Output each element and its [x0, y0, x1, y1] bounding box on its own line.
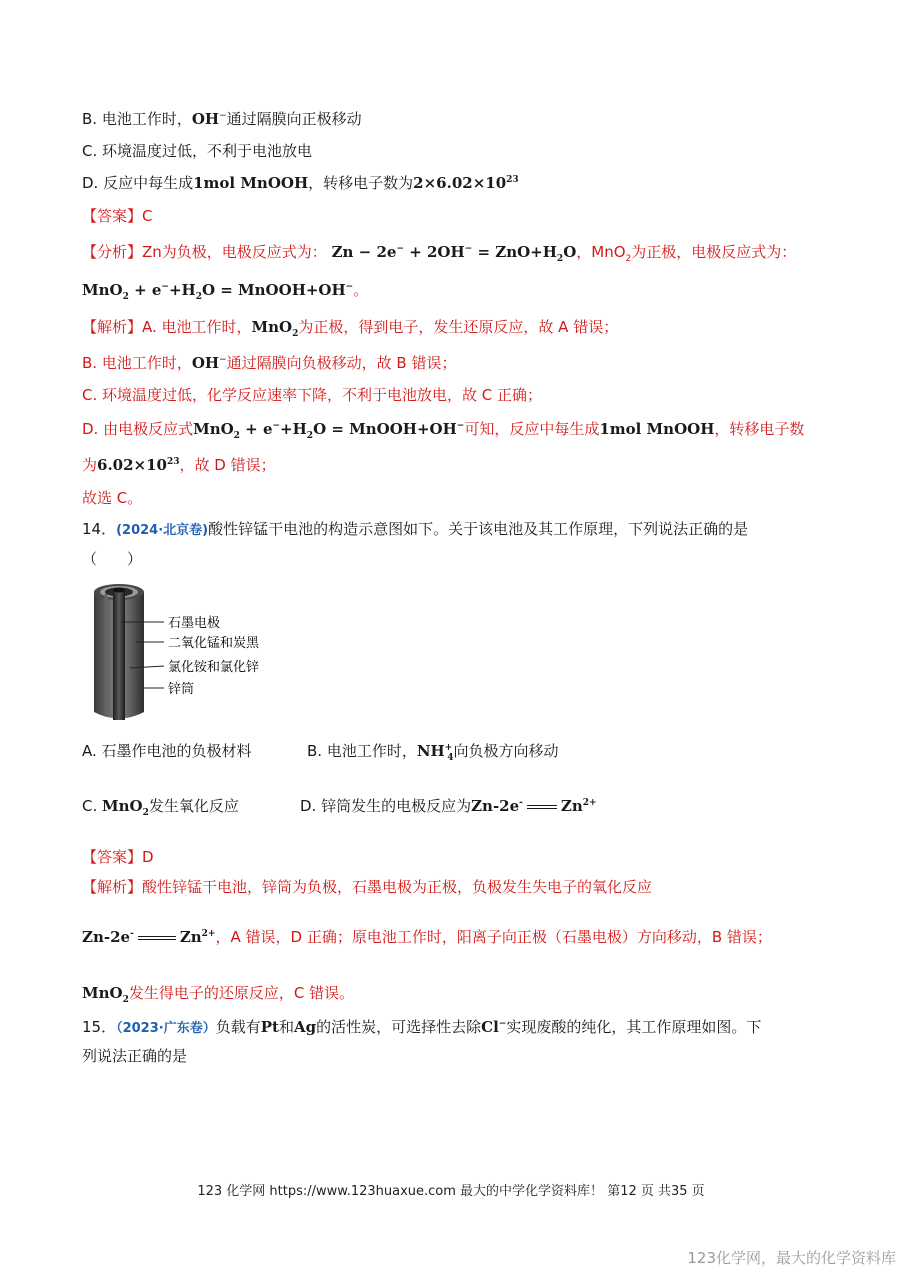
explanation-c: C. 环境温度过低，化学反应速率下降，不利于电池放电，故 C 正确； [82, 386, 543, 404]
q15-stem: 15．（2023·广东卷）负载有Pt和Ag的活性炭，可选择性去除Cl−实现废酸的纯化，其工作原理如图。下 [82, 1018, 762, 1036]
explanation-a: 【解析】A. 电池工作时，MnO$_2$为正极，得到电子，发生还原反应，故 A 错误； [82, 318, 619, 339]
explanation-d: D. 由电极反应式$MnO_2 + e^-+H_2O$ = MnOOH+OH−可知，反应中每生成1mol MnOOH，转移电子数 [82, 420, 805, 441]
option-d: D. 反应中每生成1mol MnOOH，转移电子数为$2\times 6.02\times 10^{23}$ [82, 174, 519, 192]
watermark: 123化学网，最大的化学资料库 [687, 1249, 896, 1267]
analysis-line: 【分析】Zn为负极，电极反应式为： $Zn - 2e^- + 2OH^- = ZnO+H_2O$，MnO$_2$为正极，电极反应式为： [82, 243, 797, 264]
option-b: B. 电池工作时，OH−通过隔膜向正极移动 [82, 110, 362, 128]
label-mno2: 二氧化锰和炭黑 [168, 636, 260, 651]
q14-stem: 14．(2024·北京卷)酸性锌锰干电池的构造示意图如下。关于该电池及其工作原理，下列说法正确的是 [82, 520, 749, 538]
q14-explanation-3: MnO$_2$发生得电子的还原反应，C 错误。 [82, 984, 355, 1005]
page-footer: 123 化学网 https://www.123huaxue.com 最大的中学化学资料库！ 第12 页 共35 页 [197, 1184, 705, 1199]
label-graphite: 石墨电极 [168, 616, 221, 631]
battery-diagram [84, 580, 289, 725]
label-nh4cl: 氯化铵和氯化锌 [168, 660, 260, 675]
q14-explanation-1: 【解析】酸性锌锰干电池，锌筒为负极，石墨电极为正极，负极发生失电子的氧化反应 [82, 878, 653, 896]
q14-option-b: B. 电池工作时，$NH^+_4$向负极方向移动 [307, 742, 559, 763]
answer-label: 【答案】C [82, 207, 153, 225]
q14-option-d: D. 锌筒发生的电极反应为Zn-2e- $Zn^{2+}$ [300, 797, 597, 815]
q14-explanation-2: Zn-2e- $Zn^{2+}$，A 错误，D 正确；原电池工作时，阳离子向正极（石墨电极）方向移动，B 错误； [82, 928, 772, 946]
label-zinc: 锌筒 [168, 682, 195, 697]
option-c: C. 环境温度过低，不利于电池放电 [82, 142, 313, 160]
q14-option-a: A. 石墨作电池的负极材料 [82, 742, 252, 760]
explanation-d-cont: 为$6.02\times 10^{23}$，故 D 错误； [82, 456, 276, 474]
q14-blank: （ ） [82, 550, 143, 568]
q15-stem-2: 列说法正确的是 [82, 1047, 188, 1065]
analysis-equation: $MnO_2 + e^-+H_2O$ = MnOOH+OH−。 [82, 281, 369, 302]
q14-answer: 【答案】D [82, 848, 154, 866]
conclusion: 故选 C。 [82, 489, 143, 507]
explanation-b: B. 电池工作时，OH−通过隔膜向负极移动，故 B 错误； [82, 354, 457, 372]
q14-option-c: C. MnO$_2$发生氧化反应 [82, 797, 239, 818]
